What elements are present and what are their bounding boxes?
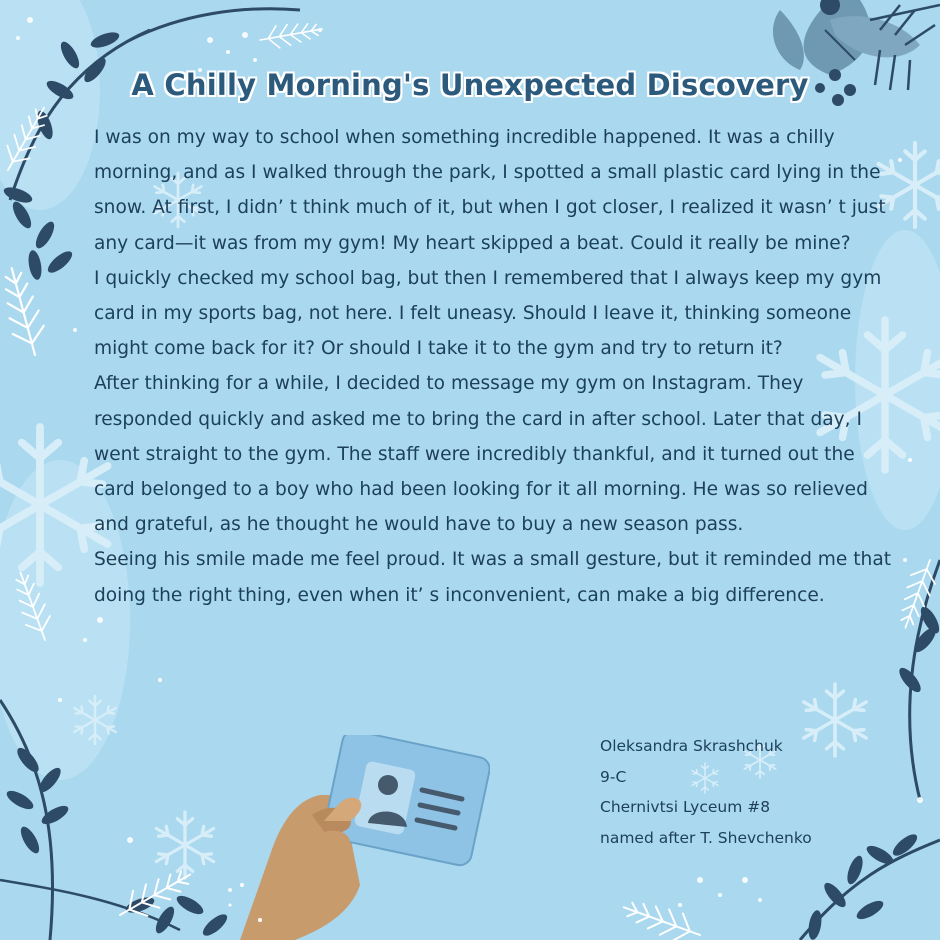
- story-paragraph: I was on my way to school when something incredible happened. It was a chilly morning, and as I walked through the park, I spotted a small plastic card lying in the snow. At first, I didn’ t think much of it, but when I got closer, I realized it wasn’ t just any card—it was from my gym! My heart skipped a beat. Could it really be mine?: [94, 127, 886, 254]
- author-school: Chernivtsi Lyceum #8: [600, 798, 771, 816]
- school-named-after: named after T. Shevchenko: [600, 828, 812, 847]
- story-paragraph: Seeing his smile made me feel proud. It was a small gesture, but it reminded me that doing the right thing, even when it’ s inconvenient, can make a big difference.: [94, 549, 892, 606]
- story-paragraph: I quickly checked my school bag, but then I remembered that I always keep my gym card in my sports bag, not here. I felt uneasy. Should I leave it, thinking someone might come back for it? Or should I take it to the gym and try to return it?: [94, 267, 882, 360]
- hand-holding-card-icon: [200, 735, 490, 940]
- author-name: Oleksandra Skrashchuk: [600, 737, 783, 755]
- author-class: 9-C: [600, 767, 627, 786]
- page-title: A Chilly Morning's Unexpected Discovery: [131, 68, 809, 102]
- author-signature: [600, 731, 880, 853]
- story-paragraph: After thinking for a while, I decided to message my gym on Instagram. They responded quickly and asked me to bring the card in after school. Later that day, I went straight to the gym. The staff were incredibly thankful, and it turned out the card belonged to a boy who had been looking for it all morning. He was so relieved and grateful, as he thought he would have to buy a new season pass.: [94, 373, 868, 536]
- story-text: [94, 120, 894, 613]
